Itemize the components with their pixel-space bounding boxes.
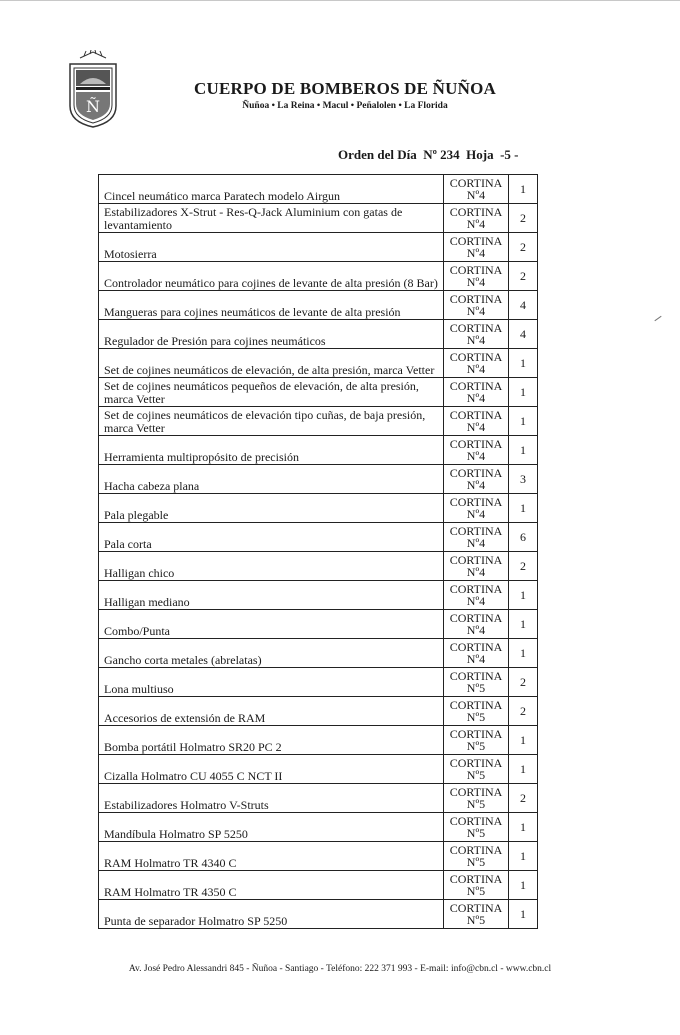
item-location <box>444 668 509 697</box>
item-location <box>444 610 509 639</box>
item-location <box>444 784 509 813</box>
location-label: CORTINA <box>449 639 503 654</box>
location-label: CORTINA <box>449 349 503 364</box>
location-label: CORTINA <box>449 784 503 799</box>
item-location <box>444 465 509 494</box>
equipment-table-body <box>99 175 538 929</box>
location-number: Nº5 <box>466 855 486 869</box>
footer-address: Av. José Pedro Alessandri 845 - Ñuñoa - Santiago - Teléfono: 222 371 993 - E-mail: info@cbn.cl - www.cbn.cl <box>128 964 552 974</box>
location-label: CORTINA <box>449 291 503 306</box>
item-description: Mangueras para cojines neumáticos de levante de alta presión <box>99 291 444 320</box>
location-label: CORTINA <box>449 697 503 712</box>
item-quantity: 6 <box>509 523 538 552</box>
item-location <box>444 291 509 320</box>
item-location <box>444 871 509 900</box>
table-row <box>99 407 538 436</box>
item-location <box>444 320 509 349</box>
item-description: Halligan mediano <box>99 581 444 610</box>
item-quantity: 2 <box>509 552 538 581</box>
table-row <box>99 900 538 929</box>
item-quantity: 1 <box>509 610 538 639</box>
item-location <box>444 726 509 755</box>
item-description: Cincel neumático marca Paratech modelo Airgun <box>99 175 444 204</box>
item-quantity: 1 <box>509 378 538 407</box>
item-quantity: 1 <box>509 726 538 755</box>
table-row <box>99 436 538 465</box>
location-number: Nº5 <box>466 797 486 811</box>
location-number: Nº4 <box>466 246 486 260</box>
location-number: Nº5 <box>466 913 486 927</box>
table-row <box>99 726 538 755</box>
table-row <box>99 349 538 378</box>
location-label: CORTINA <box>449 900 503 915</box>
item-quantity: 2 <box>509 668 538 697</box>
crest-letter: Ñ <box>86 97 100 116</box>
location-number: Nº4 <box>466 594 486 608</box>
item-quantity: 2 <box>509 697 538 726</box>
location-number: Nº5 <box>466 768 486 782</box>
item-location <box>444 378 509 407</box>
table-row <box>99 204 538 233</box>
item-location <box>444 639 509 668</box>
location-number: Nº4 <box>466 420 486 434</box>
item-location <box>444 494 509 523</box>
fire-department-crest-icon <box>66 50 120 128</box>
table-row <box>99 523 538 552</box>
item-quantity: 1 <box>509 842 538 871</box>
item-description: Set de cojines neumáticos de elevación, de alta presión, marca Vetter <box>99 349 444 378</box>
location-label: CORTINA <box>449 233 503 248</box>
item-location <box>444 407 509 436</box>
item-location <box>444 842 509 871</box>
item-quantity: 1 <box>509 581 538 610</box>
item-description: Motosierra <box>99 233 444 262</box>
table-row <box>99 610 538 639</box>
item-description: Estabilizadores X-Strut - Res-Q-Jack Aluminium con gatas de levantamiento <box>99 204 444 233</box>
item-description: RAM Holmatro TR 4350 C <box>99 871 444 900</box>
item-description: Hacha cabeza plana <box>99 465 444 494</box>
location-label: CORTINA <box>449 668 503 683</box>
location-number: Nº5 <box>466 739 486 753</box>
item-description: RAM Holmatro TR 4340 C <box>99 842 444 871</box>
location-number: Nº5 <box>466 681 486 695</box>
item-location <box>444 262 509 291</box>
table-row <box>99 291 538 320</box>
location-label: CORTINA <box>449 871 503 886</box>
location-label: CORTINA <box>449 320 503 335</box>
item-description: Pala plegable <box>99 494 444 523</box>
location-label: CORTINA <box>449 262 503 277</box>
item-location <box>444 552 509 581</box>
table-row <box>99 755 538 784</box>
item-location <box>444 755 509 784</box>
table-row <box>99 668 538 697</box>
item-description: Cizalla Holmatro CU 4055 C NCT II <box>99 755 444 784</box>
item-location <box>444 436 509 465</box>
location-label: CORTINA <box>449 175 503 190</box>
location-number: Nº4 <box>466 507 486 521</box>
document-subtitle: Ñuñoa • La Reina • Macul • Peñalolen • La Florida <box>242 101 448 111</box>
location-number: Nº5 <box>466 884 486 898</box>
item-quantity: 3 <box>509 465 538 494</box>
table-row <box>99 639 538 668</box>
item-quantity: 4 <box>509 291 538 320</box>
item-quantity: 4 <box>509 320 538 349</box>
location-number: Nº4 <box>466 304 486 318</box>
location-number: Nº4 <box>466 623 486 637</box>
table-row <box>99 871 538 900</box>
item-quantity: 2 <box>509 204 538 233</box>
item-quantity: 1 <box>509 871 538 900</box>
item-quantity: 1 <box>509 436 538 465</box>
item-location <box>444 697 509 726</box>
location-label: CORTINA <box>449 465 503 480</box>
item-description: Lona multiuso <box>99 668 444 697</box>
item-description: Estabilizadores Holmatro V-Struts <box>99 784 444 813</box>
item-description: Controlador neumático para cojines de levante de alta presión (8 Bar) <box>99 262 444 291</box>
location-label: CORTINA <box>449 552 503 567</box>
location-number: Nº5 <box>466 826 486 840</box>
item-location <box>444 813 509 842</box>
item-description: Regulador de Presión para cojines neumáticos <box>99 320 444 349</box>
location-label: CORTINA <box>449 494 503 509</box>
location-number: Nº4 <box>466 652 486 666</box>
table-row <box>99 465 538 494</box>
item-location <box>444 175 509 204</box>
location-number: Nº4 <box>466 188 486 202</box>
item-location <box>444 900 509 929</box>
document-title: CUERPO DE BOMBEROS DE ÑUÑOA <box>194 79 496 98</box>
location-label: CORTINA <box>449 726 503 741</box>
location-number: Nº4 <box>466 362 486 376</box>
location-label: CORTINA <box>449 204 503 219</box>
location-label: CORTINA <box>449 755 503 770</box>
top-scan-rule <box>0 0 680 4</box>
item-quantity: 2 <box>509 233 538 262</box>
item-description: Set de cojines neumáticos de elevación tipo cuñas, de baja presión, marca Vetter <box>99 407 444 436</box>
item-description: Set de cojines neumáticos pequeños de elevación, de alta presión, marca Vetter <box>99 378 444 407</box>
item-quantity: 1 <box>509 494 538 523</box>
item-description: Halligan chico <box>99 552 444 581</box>
table-row <box>99 813 538 842</box>
location-number: Nº4 <box>466 217 486 231</box>
table-row <box>99 842 538 871</box>
item-location <box>444 581 509 610</box>
location-label: CORTINA <box>449 436 503 451</box>
location-number: Nº4 <box>466 565 486 579</box>
item-description: Pala corta <box>99 523 444 552</box>
table-row <box>99 320 538 349</box>
item-description: Accesorios de extensión de RAM <box>99 697 444 726</box>
location-number: Nº4 <box>466 275 486 289</box>
item-description: Punta de separador Holmatro SP 5250 <box>99 900 444 929</box>
table-row <box>99 784 538 813</box>
item-location <box>444 204 509 233</box>
margin-mark <box>654 316 661 321</box>
table-row <box>99 697 538 726</box>
table-row <box>99 494 538 523</box>
table-row <box>99 378 538 407</box>
location-label: CORTINA <box>449 523 503 538</box>
item-quantity: 1 <box>509 407 538 436</box>
item-quantity: 1 <box>509 175 538 204</box>
table-row <box>99 262 538 291</box>
item-location <box>444 349 509 378</box>
item-description: Mandíbula Holmatro SP 5250 <box>99 813 444 842</box>
location-label: CORTINA <box>449 581 503 596</box>
item-description: Herramienta multipropósito de precisión <box>99 436 444 465</box>
item-location <box>444 233 509 262</box>
item-quantity: 1 <box>509 755 538 784</box>
table-row <box>99 581 538 610</box>
item-quantity: 1 <box>509 349 538 378</box>
location-label: CORTINA <box>449 407 503 422</box>
location-number: Nº4 <box>466 478 486 492</box>
item-location <box>444 523 509 552</box>
order-of-day-label: Orden del Día Nº 234 Hoja -5 - <box>338 147 519 162</box>
item-description: Combo/Punta <box>99 610 444 639</box>
item-quantity: 1 <box>509 639 538 668</box>
location-label: CORTINA <box>449 842 503 857</box>
location-number: Nº5 <box>466 710 486 724</box>
location-number: Nº4 <box>466 449 486 463</box>
location-label: CORTINA <box>449 610 503 625</box>
location-number: Nº4 <box>466 536 486 550</box>
location-number: Nº4 <box>466 333 486 347</box>
equipment-table <box>98 174 538 929</box>
table-row <box>99 175 538 204</box>
item-quantity: 1 <box>509 900 538 929</box>
item-quantity: 1 <box>509 813 538 842</box>
location-number: Nº4 <box>466 391 486 405</box>
item-quantity: 2 <box>509 262 538 291</box>
item-description: Bomba portátil Holmatro SR20 PC 2 <box>99 726 444 755</box>
location-label: CORTINA <box>449 378 503 393</box>
item-description: Gancho corta metales (abrelatas) <box>99 639 444 668</box>
location-label: CORTINA <box>449 813 503 828</box>
table-row <box>99 552 538 581</box>
item-quantity: 2 <box>509 784 538 813</box>
table-row <box>99 233 538 262</box>
